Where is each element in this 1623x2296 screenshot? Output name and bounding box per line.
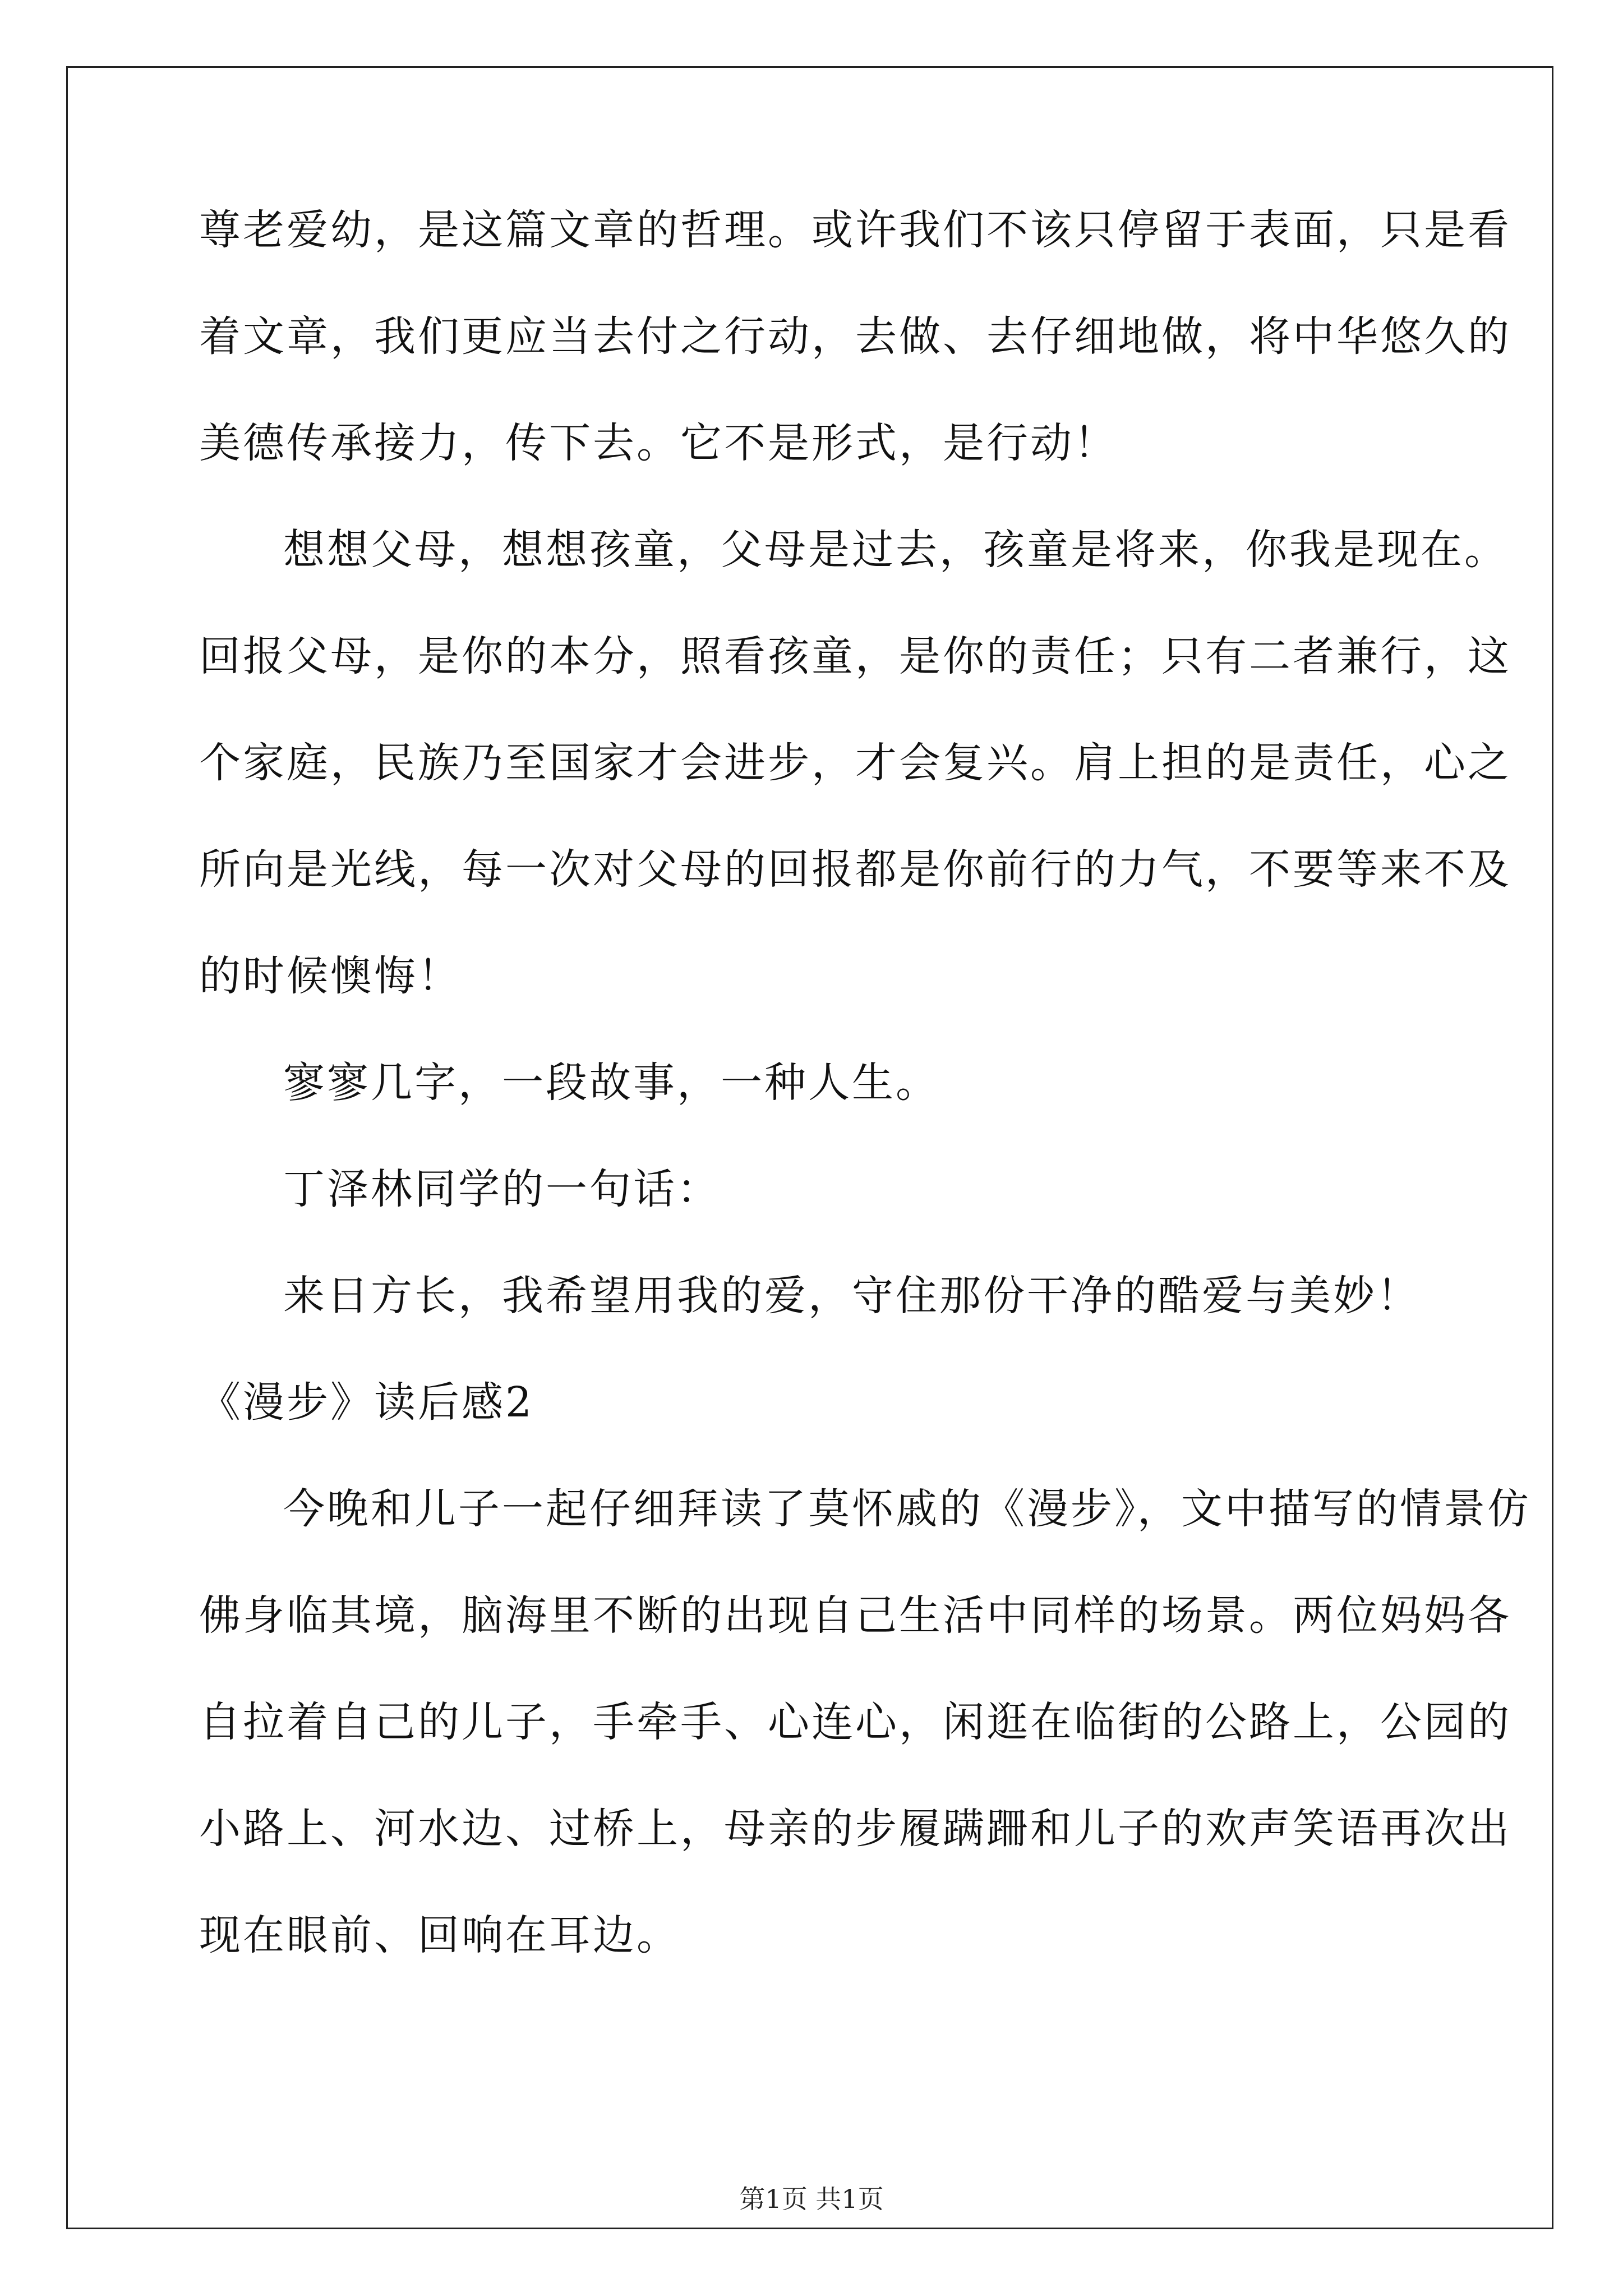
paragraph-6-line-2: 佛身临其境，脑海里不断的出现自己生活中同样的场景。两位妈妈各 [199,1591,1511,1640]
paragraph-6-line-4: 小路上、河水边、过桥上，母亲的步履蹒跚和儿子的欢声笑语再次出 [199,1805,1511,1853]
paragraph-3-line-1: 寥寥几字，一段故事，一种人生。 [283,1059,939,1107]
paragraph-6-line-1: 今晚和儿子一起仔细拜读了莫怀戚的《漫步》，文中描写的情景仿 [283,1485,1531,1533]
paragraph-2-line-2: 回报父母，是你的本分，照看孩童，是你的责任；只有二者兼行，这 [199,632,1511,680]
paragraph-1-line-3: 美德传承接力，传下去。它不是形式，是行动！ [199,419,1118,467]
paragraph-1-line-2: 着文章，我们更应当去付之行动，去做、去仔细地做，将中华悠久的 [199,312,1511,361]
paragraph-2-line-5: 的时候懊悔！ [199,952,462,1000]
section-heading: 《漫步》读后感2 [199,1378,534,1427]
paragraph-2-line-3: 个家庭，民族乃至国家才会进步，才会复兴。肩上担的是责任，心之 [199,739,1511,787]
page-footer: 第1页 共1页 [739,2184,884,2214]
paragraph-4-line-1: 丁泽林同学的一句话： [283,1165,721,1213]
paragraph-2-line-1: 想想父母，想想孩童，父母是过去，孩童是将来，你我是现在。 [283,526,1508,574]
paragraph-5-line-1: 来日方长，我希望用我的爱，守住那份干净的酷爱与美妙！ [283,1272,1421,1320]
page-border [66,66,1553,2229]
paragraph-6-line-3: 自拉着自己的儿子，手牵手、心连心，闲逛在临街的公路上，公园的 [199,1698,1511,1746]
paragraph-6-line-5: 现在眼前、回响在耳边。 [199,1911,680,1959]
paragraph-2-line-4: 所向是光线，每一次对父母的回报都是你前行的力气，不要等来不及 [199,845,1511,894]
paragraph-1-line-1: 尊老爱幼，是这篇文章的哲理。或许我们不该只停留于表面，只是看 [199,206,1511,254]
